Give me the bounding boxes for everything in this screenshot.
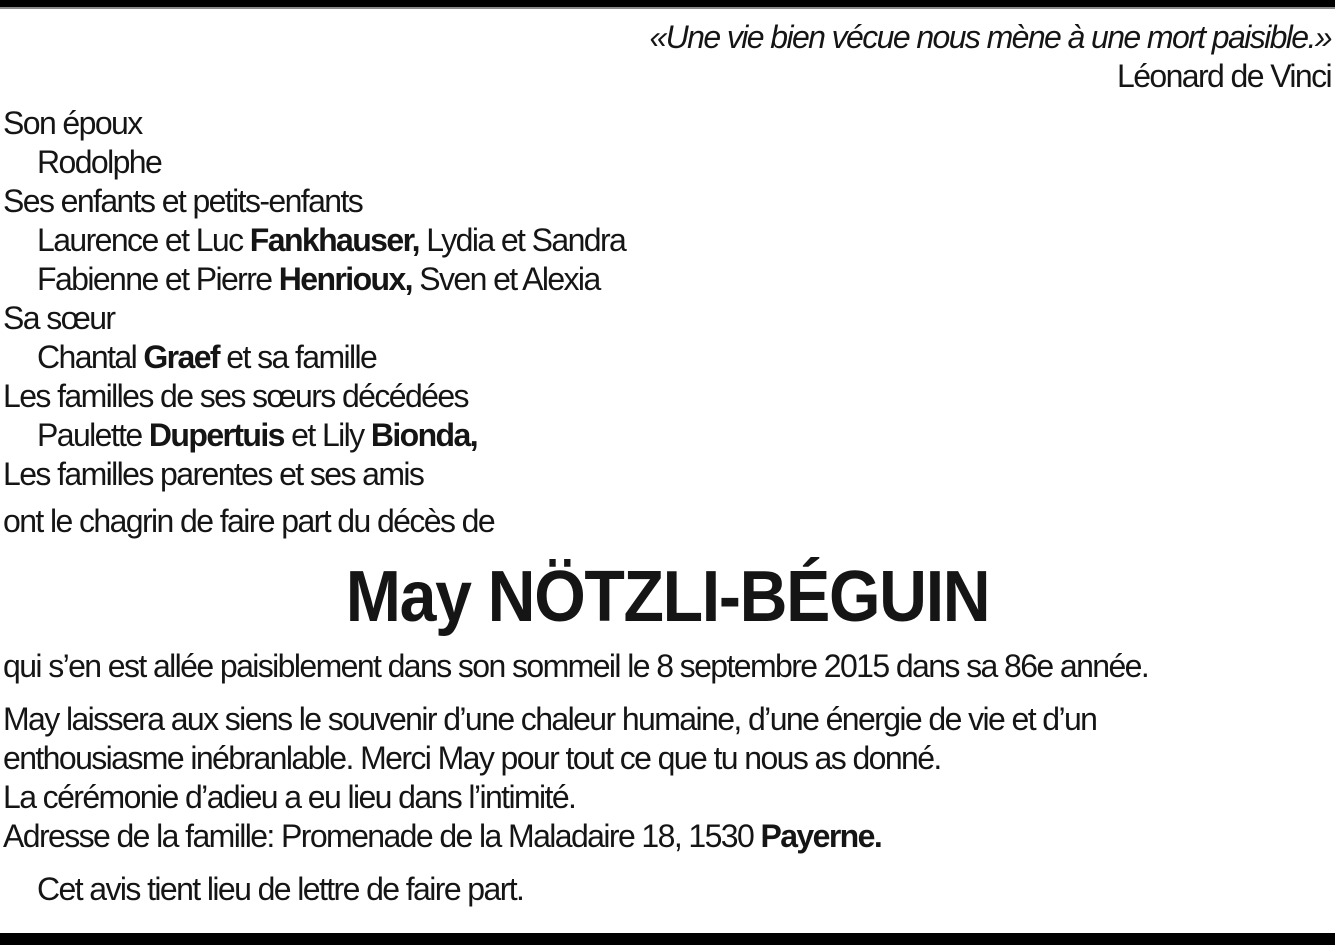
text-segment: Chantal [37,339,144,375]
bottom-rule [0,933,1335,945]
notice-line [3,647,1332,686]
text-segment: Ses enfants et petits-enfants [3,183,363,219]
text-segment: Sa sœur [3,300,115,336]
top-rule [0,0,1335,9]
text-segment: et sa famille [219,339,377,375]
notice-line [3,700,1332,739]
emphasized-surname: Dupertuis [148,417,284,453]
emphasized-surname: Bionda, [370,417,477,453]
text-segment: Fabienne et Pierre [37,261,279,297]
emphasized-surname: Payerne. [760,818,882,854]
deceased-name: May NÖTZLI-BÉGUIN [345,557,990,637]
epigraph-attribution: Léonard de Vinci [1117,58,1331,94]
text-segment: qui s’en est allée paisiblement dans son sommeil le 8 septembre 2015 dans sa 86e année. [3,648,1149,684]
intro-line: ont le chagrin de faire part du décès de [3,503,495,539]
notice-line [3,739,1332,778]
text-segment: Laurence et Luc [37,222,250,258]
text-segment: enthousiasme inébranlable. Merci May pour tout ce que tu nous as donné. [3,740,941,776]
family-list [3,104,1332,494]
notice-line [3,260,1332,299]
notice-line [3,221,1332,260]
emphasized-surname: Graef [143,339,219,375]
emphasized-surname: Fankhauser, [249,222,419,258]
text-segment: Sven et Alexia [411,261,600,297]
text-segment: Lydia et Sandra [418,222,626,258]
notice-body [3,647,1332,909]
notice-line [3,455,1332,494]
notice-line [3,338,1332,377]
text-segment: et Lily [283,417,371,453]
text-segment: Cet avis tient lieu de lettre de faire part. [37,871,524,907]
notice-line [3,870,1332,909]
text-segment: Adresse de la famille: Promenade de la Maladaire 18, 1530 [3,818,761,854]
text-segment: Les familles parentes et ses amis [3,456,424,492]
emphasized-surname: Henrioux, [278,261,412,297]
epigraph-quote: «Une vie bien vécue nous mène à une mort paisible.» [649,19,1331,55]
text-segment: Rodolphe [37,144,162,180]
text-segment: Paulette [37,417,149,453]
notice-line [3,182,1332,221]
text-segment: Son époux [3,105,142,141]
text-segment: La cérémonie d’adieu a eu lieu dans l’intimité. [3,779,576,815]
notice-line [3,778,1332,817]
notice-line [3,104,1332,143]
epigraph [3,18,1332,96]
obituary-notice [0,9,1335,909]
text-segment: May laissera aux siens le souvenir d’une chaleur humaine, d’une énergie de vie et d’un [3,701,1097,737]
text-segment: Les familles de ses sœurs décédées [3,378,468,414]
notice-line [3,817,1332,856]
notice-line [3,377,1332,416]
notice-line [3,299,1332,338]
notice-line [3,143,1332,182]
notice-line [3,416,1332,455]
